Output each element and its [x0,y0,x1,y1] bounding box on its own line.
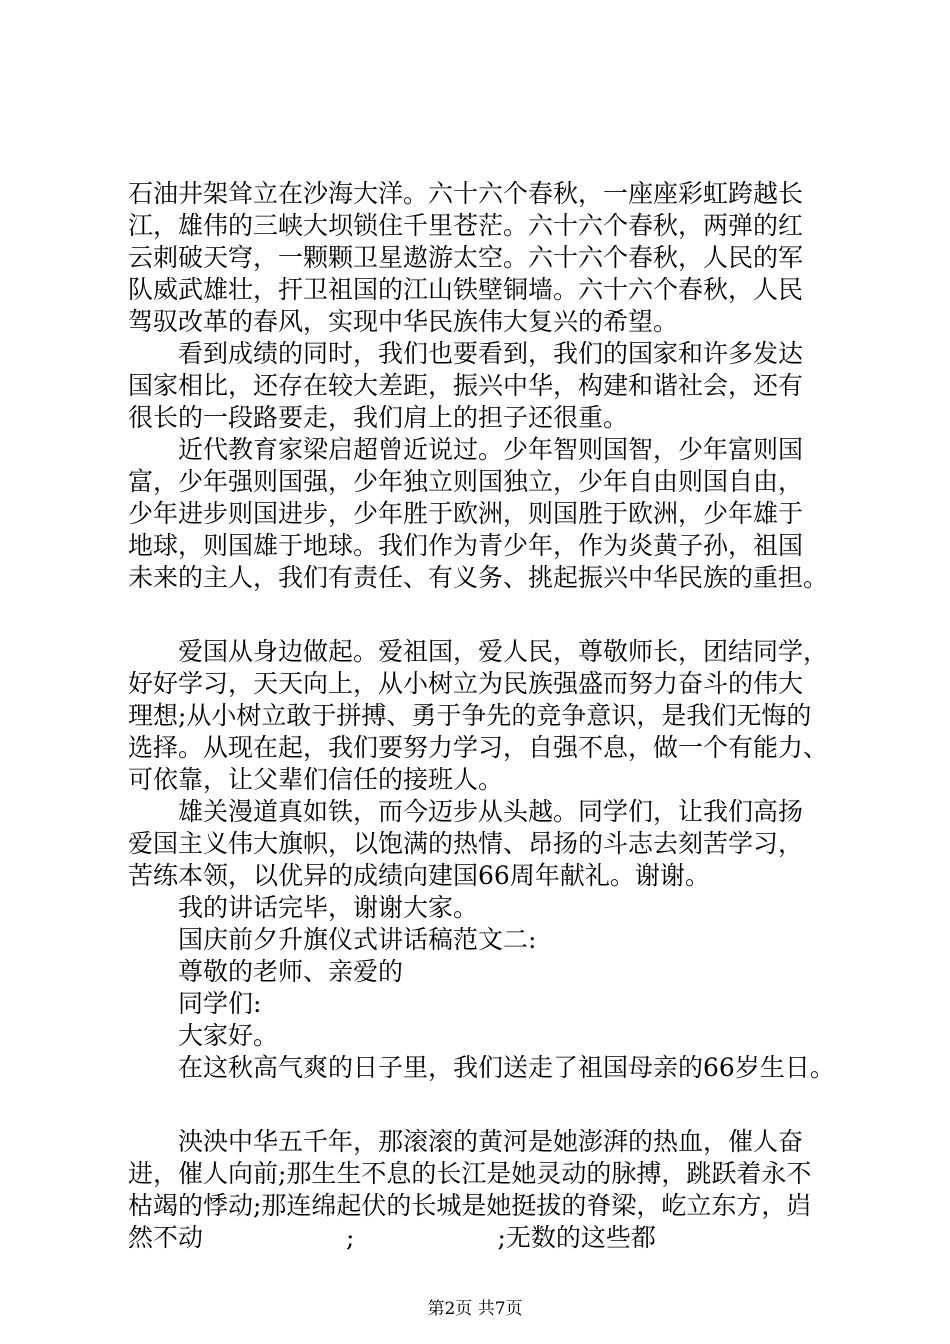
text-line: 驾驭改革的春风，实现中华民族伟大复兴的希望。 [128,307,679,336]
text-line: 苦练本领，以优异的成绩向建国66周年献礼。谢谢。 [128,861,710,890]
text-line: 同学们: [178,989,262,1018]
text-line: 近代教育家梁启超曾近说过。少年智则国智，少年富则国 [178,435,804,464]
text-line: 看到成绩的同时，我们也要看到，我们的国家和许多发达 [178,339,804,368]
text-line: 尊敬的老师、亲爱的 [178,957,404,986]
text-line: 好好学习，天天向上，从小树立为民族强盛而努力奋斗的伟大 [128,669,804,698]
text-line: 江，雄伟的三峡大坝锁住千里苍茫。六十六个春秋，两弹的红 [128,211,804,240]
text-line: 大家好。 [178,1021,279,1050]
section-heading: 国庆前夕升旗仪式讲话稿范文二: [178,925,537,954]
text-line: 国家相比，还存在较大差距，振兴中华，构建和谐社会，还有 [128,371,804,400]
text-line: 未来的主人，我们有责任、有义务、挑起振兴中华民族的重担。 [128,563,829,592]
text-line: 我的讲话完毕，谢谢大家。 [178,893,479,922]
text-line: 枯竭的悸动;那连绵起伏的长城是她挺拔的脊梁，屹立东方，岿 [128,1191,812,1220]
text-line: 在这秋高气爽的日子里，我们送走了祖国母亲的66岁生日。 [178,1053,835,1082]
text-line: 很长的一段路要走，我们肩上的担子还很重。 [128,403,629,432]
text-line: 雄关漫道真如铁，而今迈步从头越。同学们，让我们高扬 [178,797,804,826]
text-line: 云刺破天穹，一颗颗卫星遨游太空。六十六个春秋，人民的军 [128,243,804,272]
text-line: 富，少年强则国强，少年独立则国独立，少年自由则国自由， [128,467,804,496]
text-line: 队威武雄壮，扞卫祖国的江山铁壁铜墙。六十六个春秋，人民 [128,275,804,304]
text-line: 然不动 ; ;无数的这些都 [128,1223,656,1252]
text-line: 理想;从小树立敢于拼搏、勇于争先的竞争意识，是我们无悔的 [128,701,812,730]
text-line: 爱国主义伟大旗帜，以饱满的热情、昂扬的斗志去刻苦学习， [128,829,804,858]
text-line: 选择。从现在起，我们要努力学习，自强不息，做一个有能力、 [128,733,829,762]
text-line: 地球，则国雄于地球。我们作为青少年，作为炎黄子孙，祖国 [128,531,804,560]
text-line: 进，催人向前;那生生不息的长江是她灵动的脉搏，跳跃着永不 [128,1159,812,1188]
text-line: 石油井架耸立在沙海大洋。六十六个春秋，一座座彩虹跨越长 [128,179,804,208]
page-number: 第2页 共7页 [427,1299,523,1319]
text-line: 可依靠，让父辈们信任的接班人。 [128,765,504,794]
text-line: 爱国从身边做起。爱祖国，爱人民，尊敬师长，团结同学， [178,637,829,666]
text-line: 泱泱中华五千年，那滚滚的黄河是她澎湃的热血，催人奋 [178,1127,804,1156]
text-line: 少年进步则国进步，少年胜于欧洲，则国胜于欧洲，少年雄于 [128,499,804,528]
